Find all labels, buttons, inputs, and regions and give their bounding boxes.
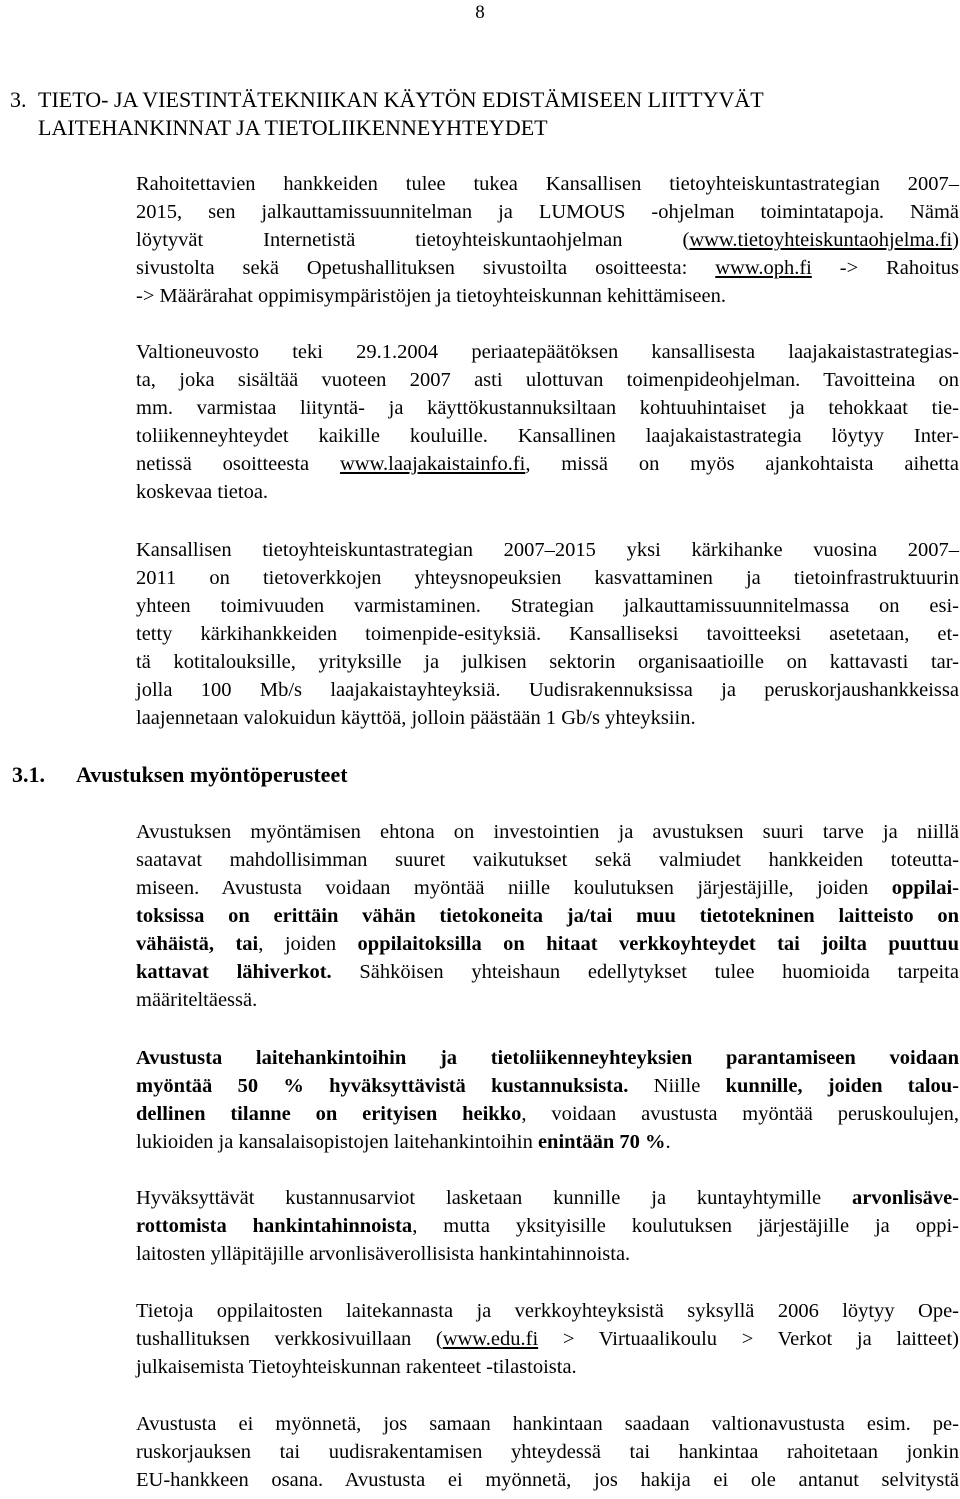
text-line: sivustolta sekä Opetushallituksen sivustoilta osoitteesta: www.oph.fi -> Rahoitus	[136, 257, 960, 279]
paragraph-myontamisen-ehto	[136, 818, 959, 1014]
text-line: Kansallisen tietoyhteiskuntastrategian 2007–2015 yksi kärkihanke vuosina 2007–	[136, 539, 959, 561]
text-line: koskevaa tietoa.	[136, 481, 269, 503]
text-line: löytyvät Internetistä tietoyhteiskuntaohjelman (www.tietoyhteiskuntaohjelma.fi)	[136, 229, 959, 251]
text-line: määriteltäessä.	[136, 989, 258, 1011]
link-laajakaistainfo[interactable]: www.laajakaistainfo.fi	[339, 453, 526, 475]
text-line: rottomista hankintahinnoista, mutta yksityisille koulutuksen järjestäjille ja oppi-	[136, 1215, 959, 1237]
text-line: tetty kärkihankkeiden toimenpide-esityksiä. Kansalliseksi tavoitteeksi asetetaan, et-	[136, 623, 959, 645]
text-line: Avustusta ei myönnetä, jos samaan hankintaan saadaan valtionavustusta esim. pe-	[136, 1413, 959, 1435]
text-line: Hyväksyttävät kustannusarviot lasketaan kunnille ja kuntayhtymille arvonlisäve-	[136, 1187, 959, 1209]
text-line: vähäistä, tai, joiden oppilaitoksilla on hitaat verkkoyhteydet tai joilta puuttuu	[136, 933, 959, 955]
paragraph-valtioneuvosto	[136, 338, 959, 506]
text-line: Rahoitettavien hankkeiden tulee tukea Kansallisen tietoyhteiskuntastrategian 2007–	[136, 173, 959, 195]
section-number: 3.	[10, 87, 27, 112]
section-title-line-2: LAITEHANKINNAT JA TIETOLIIKENNEYHTEYDET	[38, 115, 548, 140]
text-line: miseen. Avustusta voidaan myöntää niille koulutuksen järjestäjille, joiden oppilai-	[136, 877, 959, 899]
paragraph-ei-myonneta	[136, 1410, 959, 1494]
subsection-heading	[12, 762, 348, 788]
text-line: mm. varmistaa liityntä- ja käyttökustannuksiltaan kohtuuhintaiset ja tehokkaat tie-	[136, 397, 959, 419]
text-line: netissä osoitteesta www.laajakaistainfo.fi, missä on myös ajankohtaista aihetta	[136, 453, 959, 475]
text-line: toliikenneyhteydet kaikille kouluille. Kansallinen laajakaistastrategia löytyy Inter-	[136, 425, 959, 447]
text-line: -> Määrärahat oppimisympäristöjen ja tietoyhteiskunnan kehittämiseen.	[136, 285, 726, 307]
paragraph-karkihanke	[136, 536, 959, 732]
text-line: Avustuksen myöntämisen ehtona on investointien ja avustuksen suuri tarve ja niillä	[136, 821, 959, 843]
text-line: jolla 100 Mb/s laajakaistayhteyksiä. Uudisrakennuksissa ja peruskorjaushankkeissa	[136, 679, 959, 701]
section-title-line-1: TIETO- JA VIESTINTÄTEKNIIKAN KÄYTÖN EDISTÄMISEEN LIITTYVÄT	[38, 87, 764, 112]
link-oph[interactable]: www.oph.fi	[715, 257, 812, 279]
paragraph-strategy	[136, 170, 959, 310]
text-line: lukioiden ja kansalaisopistojen laitehankintoihin enintään 70 %.	[136, 1131, 671, 1153]
link-edu[interactable]: www.edu.fi	[442, 1328, 539, 1350]
text-line: saatavat mahdollisimman suuret vaikutukset sekä valmiudet hankkeiden toteutta-	[136, 849, 959, 871]
text-line: ta, joka sisältää vuoteen 2007 asti ulottuvan toimenpideohjelman. Tavoitteina on	[136, 369, 959, 391]
text-line: Valtioneuvosto teki 29.1.2004 periaatepäätöksen kansallisesta laajakaistastrategias-	[136, 341, 959, 363]
link-tietoyhteiskuntaohjelma[interactable]: www.tietoyhteiskuntaohjelma.fi	[689, 229, 953, 251]
text-line: 2011 on tietoverkkojen yhteysnopeuksien kasvattaminen ja tietoinfrastruktuurin	[136, 567, 959, 589]
text-line: toksissa on erittäin vähän tietokoneita ja/tai muu tietotekninen laitteisto on	[136, 905, 959, 927]
text-line: julkaisemista Tietoyhteiskunnan rakenteet -tilastoista.	[136, 1356, 577, 1378]
text-line: Avustusta laitehankintoihin ja tietoliikenneyhteyksien parantamiseen voidaan	[136, 1047, 959, 1069]
paragraph-laitekanta	[136, 1297, 959, 1381]
text-line: tä kotitalouksille, yrityksille ja julkisen sektorin organisaatioille on kattavasti tar-	[136, 651, 959, 673]
paragraph-avustusosuus	[136, 1044, 959, 1156]
text-line: ruskorjauksen tai uudisrakentamisen yhteydessä tai hankintaa rahoitetaan jonkin	[136, 1441, 959, 1463]
subsection-title: Avustuksen myöntöperusteet	[76, 762, 348, 787]
text-line: myöntää 50 % hyväksyttävistä kustannuksista. Niille kunnille, joiden talou-	[136, 1075, 960, 1097]
text-line: Tietoja oppilaitosten laitekannasta ja verkkoyhteyksistä syksyllä 2006 löytyy Ope-	[136, 1300, 959, 1322]
text-line: dellinen tilanne on erityisen heikko, voidaan avustusta myöntää peruskoulujen,	[136, 1103, 960, 1125]
text-line: 2015, sen jalkauttamissuunnitelman ja LUMOUS -ohjelman toimintatapoja. Nämä	[136, 201, 959, 223]
subsection-number: 3.1.	[12, 762, 45, 787]
text-line: tushallituksen verkkosivuillaan (www.edu.fi > Virtuaalikoulu > Verkot ja laitteet)	[136, 1328, 959, 1350]
text-line: yhteen toimivuuden varmistaminen. Strategian jalkauttamissuunnitelmassa on esi-	[136, 595, 959, 617]
text-line: EU-hankkeen osana. Avustusta ei myönnetä, jos hakija ei ole antanut selvitystä	[136, 1469, 959, 1491]
page-number: 8	[475, 2, 485, 23]
section-heading	[10, 86, 764, 142]
paragraph-kustannusarviot	[136, 1184, 959, 1268]
text-line: laitosten ylläpitäjille arvonlisäverollisista hankintahinnoista.	[136, 1243, 631, 1265]
text-line: kattavat lähiverkot. Sähköisen yhteishaun edellytykset tulee huomioida tarpeita	[136, 961, 959, 983]
text-line: laajennetaan valokuidun käyttöä, jolloin päästään 1 Gb/s yhteyksiin.	[136, 707, 696, 729]
